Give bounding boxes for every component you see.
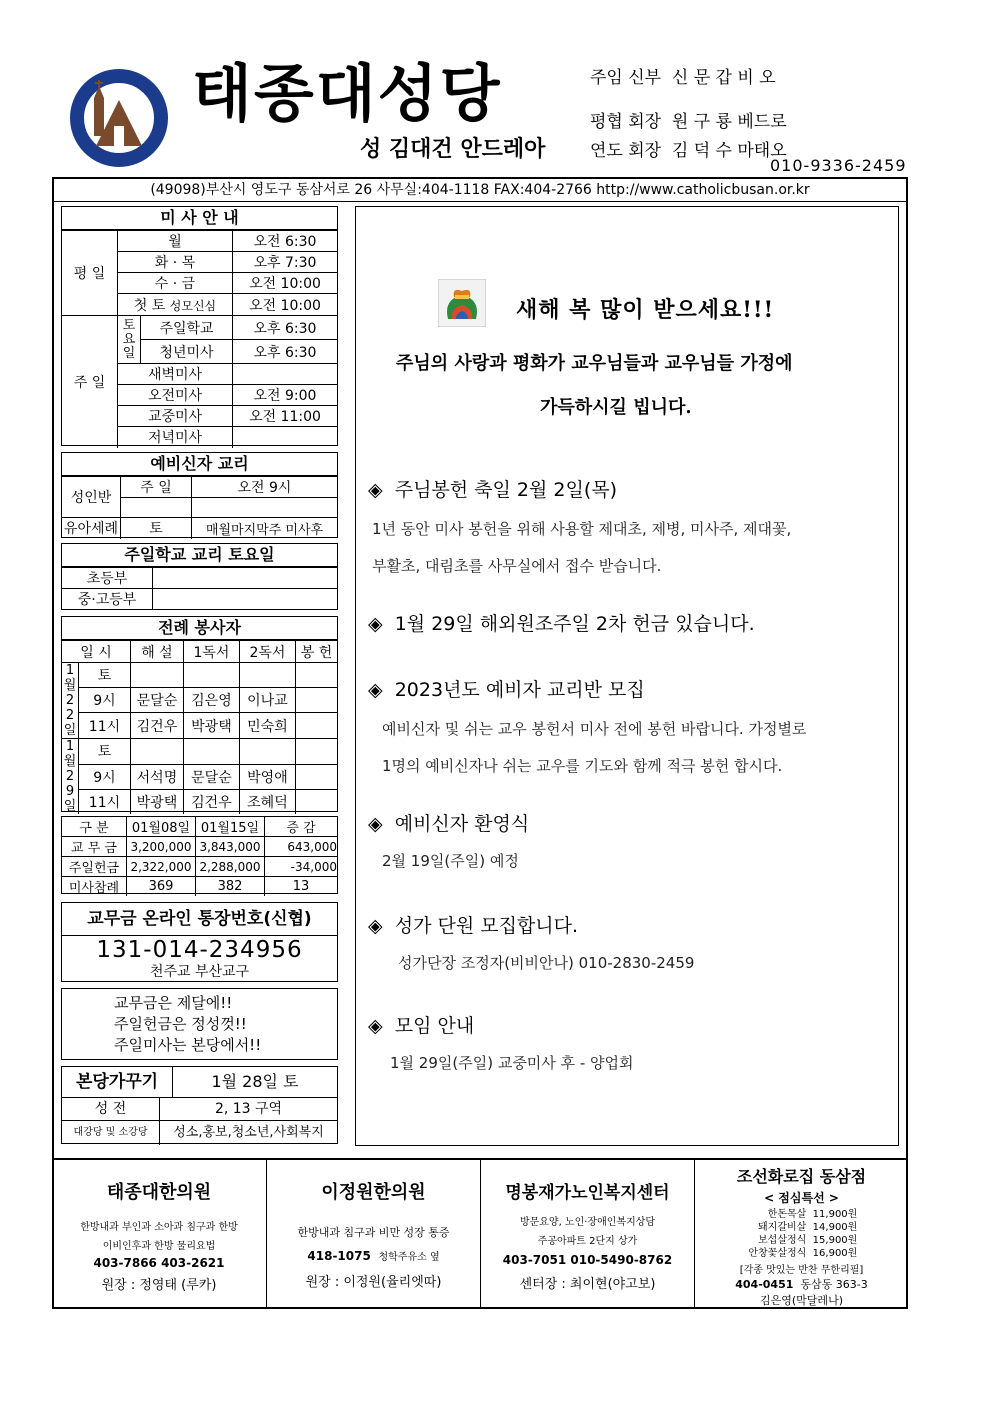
- ad-phone: 404-0451: [735, 1278, 794, 1291]
- decor-box: [61, 1066, 338, 1144]
- weekday-label: 평 일: [62, 231, 118, 316]
- ad-myeongbong-center: [481, 1160, 695, 1309]
- liturgy-cell: [295, 790, 337, 815]
- liturgy-date: 1월29일: [62, 739, 79, 815]
- ad-owner: 원장 : 정영태 (루카): [101, 1278, 217, 1293]
- liturgy-cell: 김건우: [183, 790, 239, 815]
- notice-title: 주님봉헌 축일 2월 2일(목): [394, 479, 618, 501]
- catechism-table: [62, 476, 337, 539]
- infant-day: 토: [121, 518, 192, 539]
- mass-time: 오전 11:00: [233, 406, 338, 427]
- parish-logo: [56, 68, 186, 168]
- liturgy-header: 봉 헌: [295, 641, 337, 663]
- mass-time: [233, 427, 338, 448]
- mass-time: 오후 6:30: [233, 316, 338, 340]
- notice-item: [368, 609, 892, 636]
- ad-name: 이정원한의원: [321, 1182, 426, 1203]
- ad-subtitle: < 점심특선 >: [764, 1191, 839, 1205]
- liturgy-cell: 박영애: [239, 764, 295, 790]
- greeting-sub-1: 주님의 사랑과 평화가 교우님들과 교우님들 가정에: [396, 353, 793, 374]
- decor-value: 성소,홍보,청소년,사회복지: [173, 1125, 324, 1140]
- account-holder: 천주교 부산교구: [149, 964, 250, 980]
- saturday-label: 토요일: [118, 316, 141, 364]
- patron-saint: 성 김대건 안드레아: [360, 137, 546, 162]
- mass-time: [233, 364, 338, 385]
- liturgy-box: [61, 616, 338, 812]
- liturgy-cell: [239, 663, 295, 688]
- ad-line: 한방내과 침구과 비만 성장 통증: [297, 1226, 450, 1239]
- mass-name: 새벽미사: [118, 364, 233, 385]
- liturgy-cell: 김건우: [130, 713, 183, 739]
- account-box: [61, 902, 338, 982]
- diamond-bullet-icon: ◈: [368, 479, 383, 501]
- mass-day: 수 · 금: [118, 273, 233, 294]
- ad-line: 방문요양, 노인·장애인복지상담: [519, 1217, 656, 1228]
- mass-time: 오전 9:00: [233, 385, 338, 406]
- liturgy-header: 일 시: [62, 641, 130, 663]
- greeting-sub-2: 가득하시길 빕니다.: [540, 397, 692, 418]
- finance-value: 369: [127, 877, 196, 897]
- catechism-box: [61, 452, 338, 538]
- notice-body: 부활초, 대림초를 사무실에서 접수 받습니다.: [372, 557, 662, 575]
- sunday-school-box: [61, 543, 338, 610]
- lucky-bag-icon: [438, 279, 486, 327]
- ad-name: 조선화로집 동삼점: [736, 1167, 867, 1186]
- greeting-title: 새해 복 많이 받으세요!!!: [516, 297, 775, 323]
- ad-address: 동삼동 363-3: [800, 1278, 868, 1291]
- menu-item: 보섭살정식 15,900원: [758, 1235, 858, 1246]
- mass-time: 오전 6:30: [233, 231, 338, 252]
- liturgy-cell: 민숙희: [239, 713, 295, 739]
- school-row-name: 중·고등부: [62, 589, 153, 610]
- mass-schedule: [61, 206, 338, 446]
- liturgy-cell: 김은영: [183, 687, 239, 713]
- ad-phone: 403-7866 403-2621: [93, 1256, 225, 1270]
- staff-list: [590, 56, 787, 144]
- liturgy-cell: 박광택: [183, 713, 239, 739]
- decor-label: 대강당 및 소강당: [62, 1121, 160, 1145]
- ad-phone: 418-1075: [307, 1249, 371, 1263]
- diamond-bullet-icon: ◈: [368, 613, 383, 635]
- adult-day: 주 일: [121, 477, 192, 498]
- catechism-title: 예비신자 교리: [62, 453, 337, 476]
- liturgy-table: [62, 640, 337, 814]
- finance-label: 주일헌금: [62, 857, 127, 877]
- ad-phone-note: 청학주유소 옆: [378, 1252, 440, 1263]
- ad-owner: 김은영(막달레나): [760, 1294, 843, 1307]
- sunday-school-table: [62, 567, 337, 610]
- notice-title: 1월 29일 해외원조주일 2차 헌금 있습니다.: [394, 613, 755, 635]
- mass-time: 오후 7:30: [233, 252, 338, 273]
- mass-day: 첫 토 성모신심: [118, 294, 233, 316]
- notice-title: 모임 안내: [394, 1015, 475, 1037]
- liturgy-header: 2독서: [239, 641, 295, 663]
- notice-panel: [355, 206, 899, 1146]
- liturgy-date: 1월22일: [62, 663, 79, 739]
- diamond-bullet-icon: ◈: [368, 813, 383, 835]
- ad-taejongdae-clinic: [52, 1160, 267, 1309]
- finance-box: [61, 816, 338, 894]
- diamond-bullet-icon: ◈: [368, 915, 383, 937]
- decor-value: 2, 13 구역: [214, 1101, 283, 1117]
- liturgy-cell: [295, 663, 337, 688]
- notice-body: 1월 29일(주일) 교중미사 후 - 양업회: [390, 1054, 634, 1072]
- finance-header: 증 감: [265, 817, 338, 837]
- liturgy-cell: 이나교: [239, 687, 295, 713]
- finance-value: 3,200,000: [127, 837, 196, 857]
- mass-day: 화 · 목: [118, 252, 233, 273]
- finance-header: 01월08일: [127, 817, 196, 837]
- staff-council: 평협 회장 원 구 룡 베드로: [590, 112, 787, 132]
- adult-label: 성인반: [62, 477, 121, 518]
- liturgy-cell: [295, 687, 337, 713]
- finance-value: 2,322,000: [127, 857, 196, 877]
- school-row-name: 초등부: [62, 568, 153, 589]
- liturgy-time: 9시: [79, 687, 131, 713]
- finance-value: 13: [265, 877, 338, 897]
- finance-value: -34,000: [265, 857, 338, 877]
- account-title: 교무금 온라인 통장번호(신협): [62, 903, 337, 936]
- liturgy-cell: 문달순: [183, 764, 239, 790]
- slogan-line: 주일미사는 본당에서!!: [114, 1036, 262, 1054]
- finance-value: 2,288,000: [196, 857, 265, 877]
- staff-yeondo: 연도 회장 김 덕 수 마태오: [590, 141, 787, 161]
- mass-time: 오전 10:00: [233, 294, 338, 316]
- staff-pastor: 주임 신부 신 문 갑 비 오: [590, 68, 776, 88]
- decor-label: 성 전: [62, 1098, 160, 1120]
- ad-line: 주공아파트 2단지 상가: [537, 1236, 638, 1247]
- liturgy-time: 9시: [79, 764, 131, 790]
- liturgy-time: 11시: [79, 790, 131, 815]
- finance-table: [62, 817, 337, 896]
- ad-note: [각종 맛있는 반찬 무한리필]: [739, 1265, 864, 1276]
- notice-body: 1명의 예비신자나 쉬는 교우를 기도와 함께 적극 봉헌 합시다.: [382, 757, 783, 775]
- finance-label: 미사참례: [62, 877, 127, 897]
- account-number: 131-014-234956: [96, 937, 303, 963]
- notice-body: 1년 동안 미사 봉헌을 위해 사용할 제대초, 제병, 미사주, 제대꽃,: [372, 520, 792, 538]
- liturgy-cell: [295, 764, 337, 790]
- mass-name: 오전미사: [118, 385, 233, 406]
- address-bar: (49098)부산시 영도구 동삼서로 26 사무실:404-1118 FAX:404-2766 http://www.catholicbusan.or.kr: [54, 179, 906, 202]
- finance-header: 01월15일: [196, 817, 265, 837]
- mass-schedule-title: 미 사 안 내: [62, 207, 337, 230]
- mass-day: 월: [118, 231, 233, 252]
- infant-label: 유아세례: [62, 518, 121, 539]
- sunday-label: 주 일: [62, 316, 118, 448]
- mass-name: 주일학교: [141, 316, 233, 340]
- notice-item: [368, 475, 892, 576]
- slogan-line: 주일헌금은 정성껏!!: [114, 1015, 247, 1033]
- notice-title: 예비신자 환영식: [394, 813, 530, 835]
- liturgy-cell: [183, 739, 239, 765]
- mass-name: 교중미사: [118, 406, 233, 427]
- ads-bar: [52, 1158, 908, 1309]
- liturgy-cell: [130, 663, 183, 688]
- finance-header: 구 분: [62, 817, 127, 837]
- ad-name: 태종대한의원: [106, 1182, 212, 1203]
- menu-item: 안창꽃살정식 16,900원: [748, 1248, 858, 1259]
- liturgy-title: 전례 봉사자: [62, 617, 337, 640]
- liturgy-time: 토: [79, 739, 131, 765]
- page-title: 태종대성당: [192, 57, 502, 130]
- notice-body: 성가단장 조정자(비비안나) 010-2830-2459: [398, 954, 695, 972]
- notice-item: [368, 809, 892, 871]
- phone-number: 010-9336-2459: [770, 156, 907, 175]
- school-row-value: [153, 568, 338, 589]
- liturgy-cell: 박광택: [130, 790, 183, 815]
- ad-leejungwon-clinic: [267, 1160, 481, 1309]
- finance-value: 382: [196, 877, 265, 897]
- menu-item: 한돈목살 11,900원: [767, 1209, 858, 1220]
- notice-title: 2023년도 예비자 교리반 모집: [394, 679, 645, 701]
- liturgy-header: 1독서: [183, 641, 239, 663]
- notice-body: 2월 19일(주일) 예정: [382, 852, 519, 870]
- adult-time: 오전 9시: [192, 477, 338, 498]
- liturgy-time: 토: [79, 663, 131, 688]
- slogan-box: [61, 988, 338, 1060]
- liturgy-header: 해 설: [130, 641, 183, 663]
- mass-name: 저녁미사: [118, 427, 233, 448]
- diamond-bullet-icon: ◈: [368, 679, 383, 701]
- notice-title: 성가 단원 모집합니다.: [394, 915, 579, 937]
- notice-item: [368, 675, 892, 776]
- ad-name: 명봉재가노인복지센터: [505, 1183, 670, 1203]
- ad-line: 이비인후과 한방 물리요법: [102, 1241, 216, 1252]
- diamond-bullet-icon: ◈: [368, 1015, 383, 1037]
- slogan-line: 교무금은 제달에!!: [114, 994, 233, 1012]
- liturgy-cell: 문달순: [130, 687, 183, 713]
- decor-title: 본당가꾸기: [62, 1067, 173, 1097]
- mass-time: 오후 6:30: [233, 340, 338, 364]
- ad-line: 한방내과 부인과 소아과 침구과 한방: [80, 1222, 238, 1233]
- ad-owner: 센터장 : 최이현(야고보): [519, 1277, 656, 1292]
- mass-name: 청년미사: [141, 340, 233, 364]
- liturgy-cell: [239, 739, 295, 765]
- mass-time: 오전 10:00: [233, 273, 338, 294]
- ad-phone: 403-7051 010-5490-8762: [502, 1253, 673, 1267]
- notice-item: [368, 911, 892, 973]
- finance-label: 교 무 금: [62, 837, 127, 857]
- liturgy-cell: [130, 739, 183, 765]
- notice-body: 예비신자 및 쉬는 교우 봉헌서 미사 전에 봉헌 바랍니다. 가정별로: [382, 720, 807, 738]
- school-row-value: [153, 589, 338, 610]
- finance-value: 3,843,000: [196, 837, 265, 857]
- liturgy-cell: [295, 739, 337, 765]
- liturgy-cell: [183, 663, 239, 688]
- liturgy-cell: [295, 713, 337, 739]
- notice-item: [368, 1011, 892, 1073]
- mass-table: [62, 230, 337, 448]
- infant-time: 매월마지막주 미사후: [192, 518, 338, 539]
- ad-owner: 원장 : 이정원(율리엣따): [305, 1275, 442, 1290]
- finance-value: 643,000: [265, 837, 338, 857]
- liturgy-cell: 서석명: [130, 764, 183, 790]
- sunday-school-title: 주일학교 교리 토요일: [62, 544, 337, 567]
- liturgy-time: 11시: [79, 713, 131, 739]
- liturgy-cell: 조혜덕: [239, 790, 295, 815]
- ad-joseon-hwaro: [695, 1160, 908, 1309]
- menu-item: 돼지갈비살 14,900원: [758, 1222, 858, 1233]
- decor-date: 1월 28일 토: [211, 1072, 299, 1091]
